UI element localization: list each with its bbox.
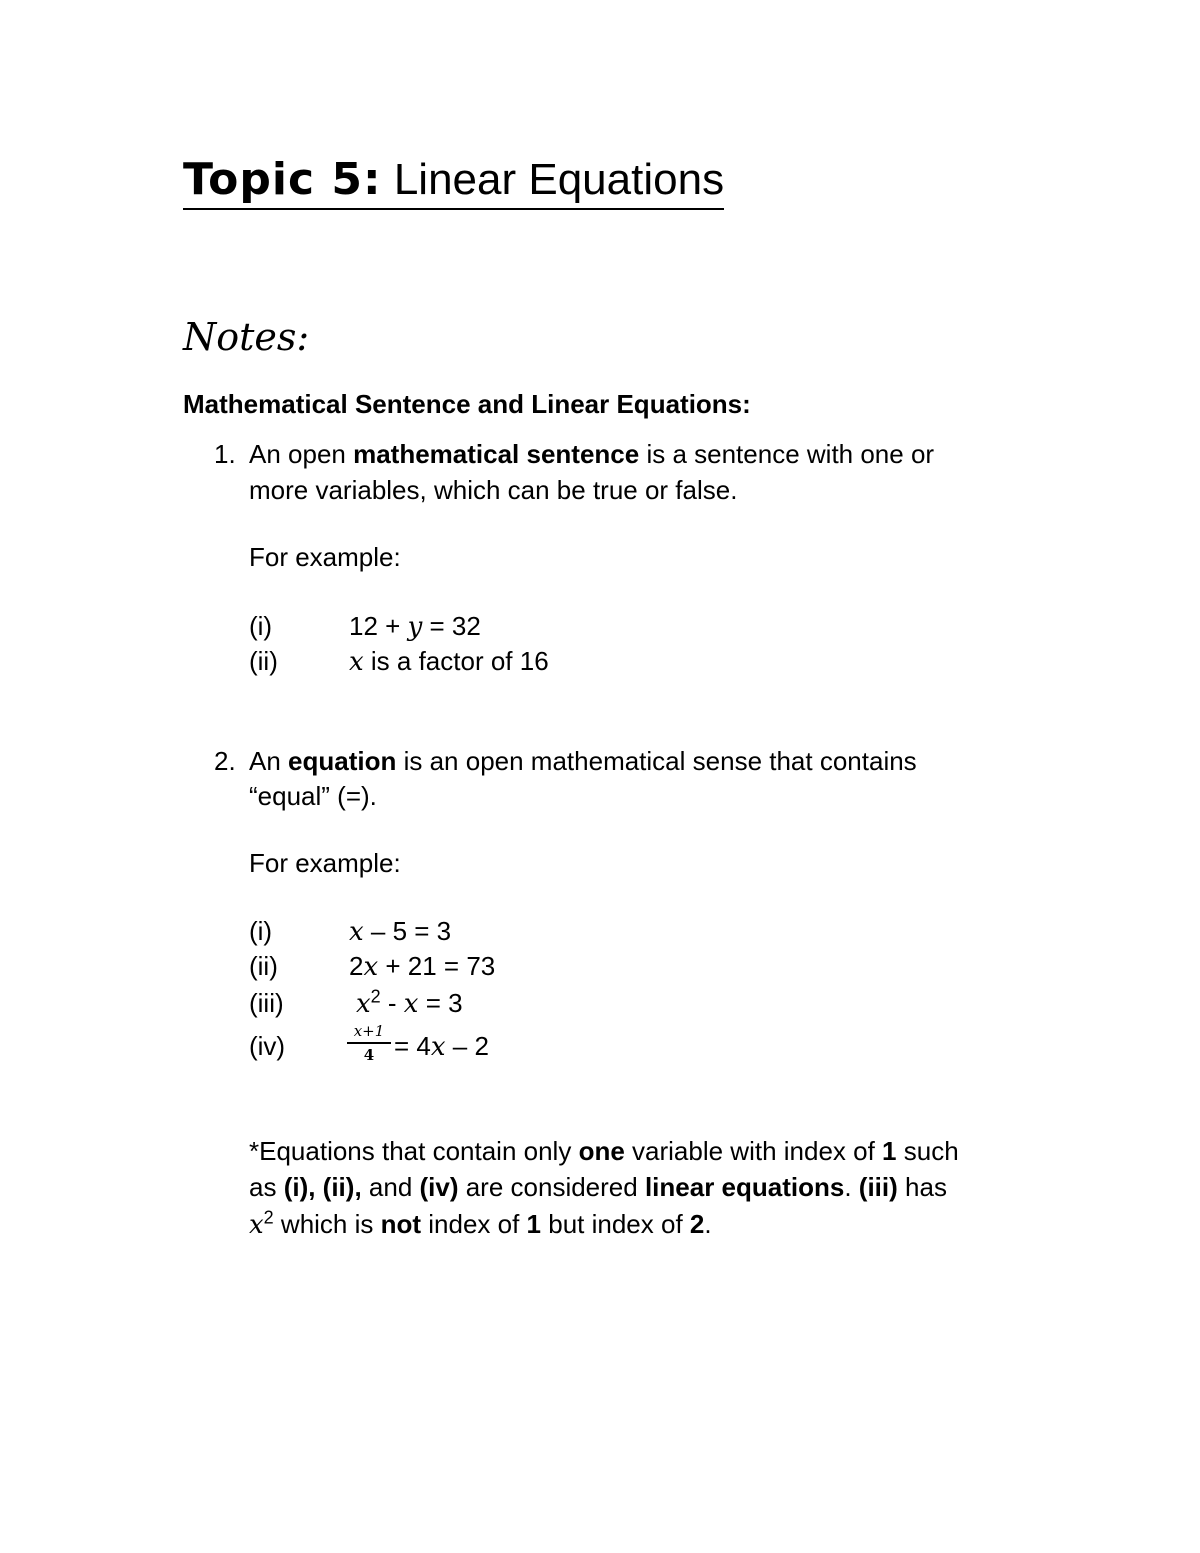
variable: x	[349, 917, 364, 947]
item-2-text: An	[249, 746, 289, 776]
item-1-example-i-label: (i)	[249, 611, 273, 641]
item-2-example-iv	[394, 1028, 489, 1065]
footnote-text: .	[704, 1209, 712, 1239]
footnote-bold: (i), (ii),	[283, 1172, 362, 1202]
variable: x	[430, 1032, 446, 1062]
footnote-text: *Equations that contain only	[249, 1136, 579, 1166]
item-2-example-iv-label: (iv)	[249, 1031, 286, 1061]
footnote-bold: 2	[689, 1209, 705, 1239]
expr-part: is a factor of 16	[363, 646, 549, 676]
expr-part: 2	[349, 951, 364, 981]
item-2-term: equation	[288, 746, 397, 776]
item-1-line-2: more variables, which can be true or false.	[249, 475, 738, 505]
fraction	[347, 1022, 391, 1064]
footnote-bold: linear equations	[644, 1172, 845, 1202]
expr-part: + 21 = 73	[378, 951, 496, 981]
footnote-bold: not	[380, 1209, 422, 1239]
expr-part: = 32	[422, 611, 481, 641]
item-1-number: 1.	[214, 439, 236, 469]
item-2-example-iii-label: (iii)	[249, 988, 284, 1018]
exponent: 2	[263, 1207, 274, 1228]
variable: y	[407, 612, 423, 642]
footnote-bold: (iii)	[858, 1172, 898, 1202]
section-heading: Mathematical Sentence and Linear Equations:	[183, 389, 751, 419]
footnote-bold: 1	[526, 1209, 542, 1239]
footnote-line-1	[249, 1133, 959, 1169]
variable: x	[249, 1210, 264, 1240]
item-2-text-end: is an open mathematical sense that contains	[396, 746, 917, 776]
footnote-text: and	[361, 1172, 420, 1202]
page-title	[183, 152, 724, 210]
item-2-number: 2.	[214, 746, 236, 776]
fraction-denominator: 4	[363, 1046, 375, 1064]
item-2-line-1	[249, 743, 917, 779]
topic-label: Topic 5:	[183, 154, 382, 205]
footnote-text: are considered	[458, 1172, 645, 1202]
item-1-example-ii-label: (ii)	[249, 646, 278, 676]
item-1-example-ii	[349, 643, 549, 680]
variable: x	[349, 647, 364, 677]
footnote-text: index of	[421, 1209, 527, 1239]
footnote-text: as	[249, 1172, 284, 1202]
item-1-text: An open	[249, 439, 354, 469]
exponent: 2	[370, 986, 381, 1007]
topic-name: Linear Equations	[393, 155, 725, 204]
footnote-text: variable with index of	[624, 1136, 883, 1166]
expr-part: – 5 = 3	[363, 916, 452, 946]
expr-part: = 3	[418, 988, 463, 1018]
item-2-example-i-label: (i)	[249, 916, 273, 946]
item-2-example-i	[349, 913, 451, 950]
footnote-bold: one	[578, 1136, 625, 1166]
item-1-text-end: is a sentence with one or	[639, 439, 935, 469]
fraction-bar	[347, 1042, 391, 1044]
footnote-bold: 1	[882, 1136, 897, 1166]
footnote-text: which is	[273, 1209, 381, 1239]
footnote-bold: (iv)	[419, 1172, 459, 1202]
item-2-example-ii	[349, 948, 495, 985]
item-2-for-example: For example:	[249, 848, 401, 878]
expr-part: -	[380, 988, 404, 1018]
footnote-line-3	[249, 1206, 712, 1243]
item-1-for-example: For example:	[249, 542, 401, 572]
variable: x	[403, 989, 419, 1019]
variable: x	[363, 952, 379, 982]
footnote-line-2	[249, 1169, 947, 1205]
item-1-example-i	[349, 608, 481, 645]
footnote-text: has	[897, 1172, 947, 1202]
expr-part: = 4	[394, 1031, 431, 1061]
fraction-numerator: x+1	[353, 1022, 385, 1040]
footnote-text: .	[844, 1172, 859, 1202]
footnote-text: such	[896, 1136, 959, 1166]
expr-part: – 2	[445, 1031, 489, 1061]
item-1-line-1	[249, 436, 934, 472]
item-2-line-2: “equal” (=).	[249, 781, 377, 811]
footnote-text: but index of	[541, 1209, 690, 1239]
item-1-term: mathematical sentence	[353, 439, 640, 469]
item-2-example-ii-label: (ii)	[249, 951, 278, 981]
expr-part: 12 +	[349, 611, 408, 641]
notes-heading: Notes:	[183, 315, 310, 359]
item-2-example-iii	[356, 985, 463, 1022]
variable: x	[356, 989, 371, 1019]
